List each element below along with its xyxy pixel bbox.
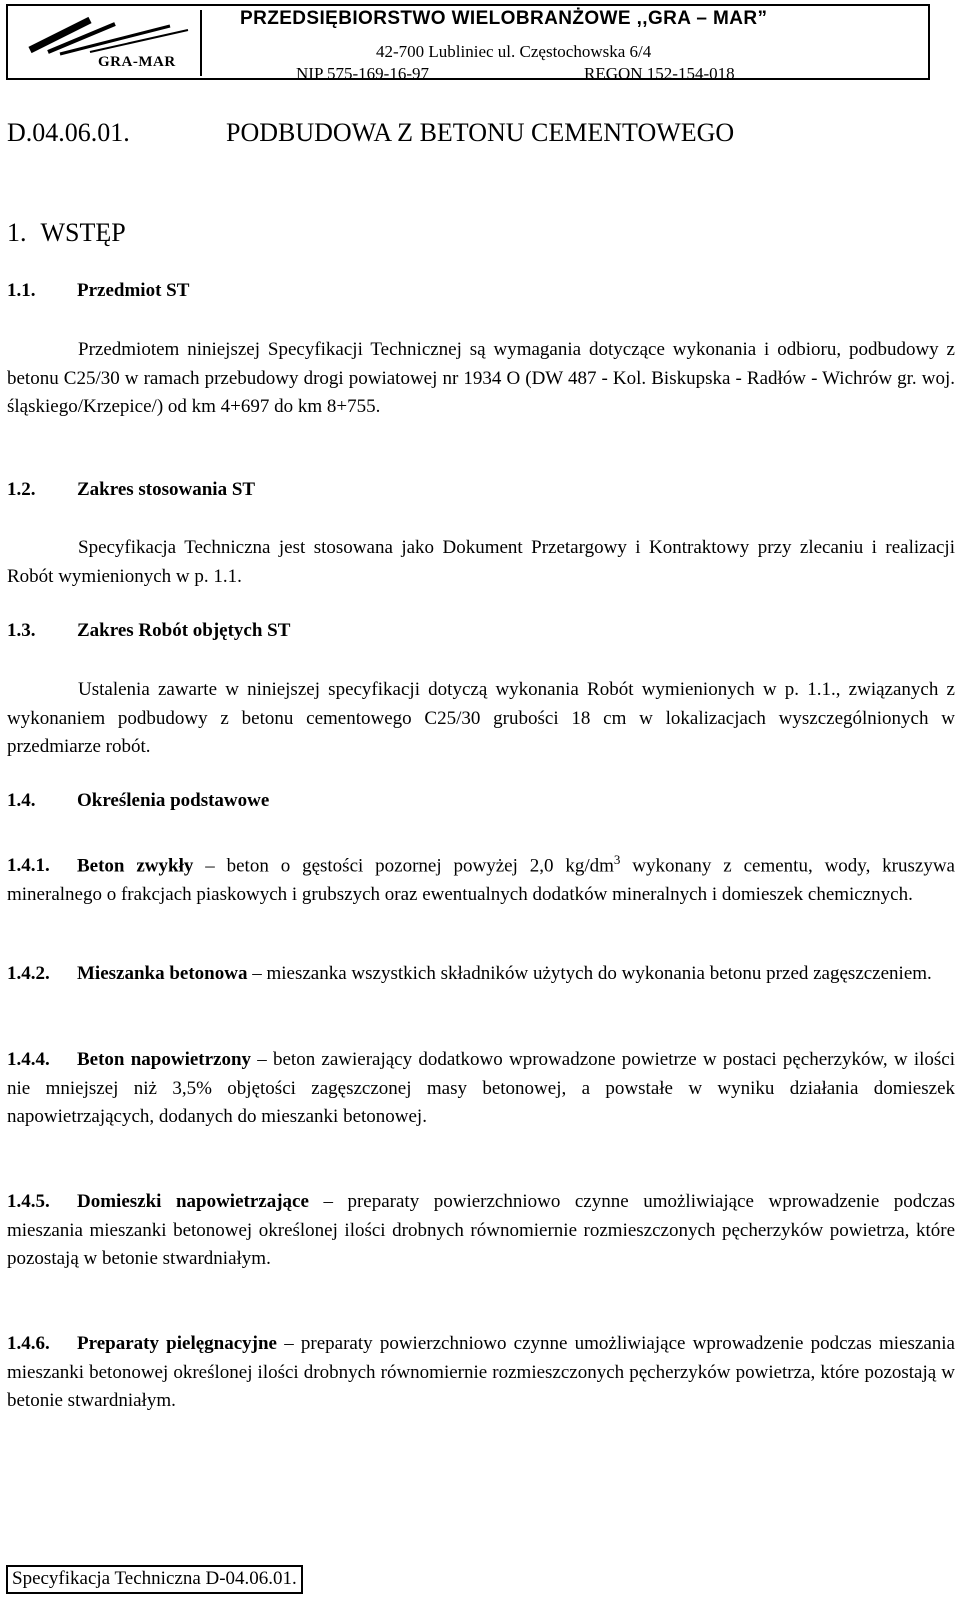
definition — [7, 960, 955, 989]
definition-text: – beton zawierający dodatkowo wprowadzone powietrze w postaci pęcherzyków, w ilości nie mniejszej niż 3,5% objętości zagęszczonej masy betonowej, a powstałe w wyniku działania domieszek napowietrzających, dodanych do mieszanki betonowej. — [7, 1049, 955, 1127]
subsection-heading — [7, 280, 189, 302]
definition — [7, 1046, 955, 1132]
definition-text: – preparaty powierzchniowo czynne umożliwiające wprowadzenie podczas mieszania mieszanki betonowej określonej ilości drobnych równomiernie rozmieszczonych pęcherzyków powietrza, które pozostają w betonie stwardniałym. — [7, 1333, 955, 1411]
definition-number: 1.4.6. — [7, 1333, 50, 1354]
definition-number: 1.4.1. — [7, 855, 50, 877]
company-regon: REGON 152-154-018 — [584, 64, 735, 83]
definition-term: Mieszanka betonowa — [77, 963, 248, 984]
subsection-title: Zakres Robót objętych ST — [77, 620, 291, 641]
definition-text: wykonany z cementu, wody, kruszywa mineralnego o frakcjach piaskowych i grubszych oraz ewentualnych dodatków mineralnych i domieszek chemicznych. — [7, 855, 955, 905]
definition-text: – preparaty powierzchniowo czynne umożliwiające wprowadzenie podczas mieszania mieszanki betonowej określonej ilości drobnych równomiernie rozmieszczonych pęcherzyków powietrza, które pozostają w betonie stwardniałym. — [7, 1191, 955, 1269]
company-header — [6, 4, 930, 83]
definition-term: Beton zwykły — [77, 855, 194, 877]
subsection-heading — [7, 620, 290, 642]
subsection-heading — [7, 479, 255, 501]
subsection-title: Zakres stosowania ST — [77, 479, 256, 500]
company-address: 42-700 Lubliniec ul. Częstochowska 6/4 — [376, 42, 652, 61]
definition-text: – mieszanka wszystkich składników użytych do wykonania betonu przed zagęszczeniem. — [247, 963, 932, 984]
subsection-number: 1.1. — [7, 280, 36, 301]
subsection-number: 1.4. — [7, 790, 36, 811]
subsection-number: 1.3. — [7, 620, 36, 641]
definition-number: 1.4.2. — [7, 963, 50, 984]
definition — [7, 846, 955, 909]
company-name: PRZEDSIĘBIORSTWO WIELOBRANŻOWE ,,GRA – MAR” — [240, 8, 768, 29]
subsection-title: Przedmiot ST — [77, 280, 190, 301]
section-number: 1. — [7, 218, 27, 247]
document-title: PODBUDOWA Z BETONU CEMENTOWEGO — [226, 118, 735, 147]
subsection-title: Określenia podstawowe — [77, 790, 270, 811]
superscript: 3 — [613, 852, 621, 867]
paragraph: Specyfikacja Techniczna jest stosowana jako Dokument Przetargowy i Kontraktowy przy zlecaniu i realizacji Robót wymienionych w p. 1.1. — [7, 537, 955, 587]
logo-text: GRA-MAR — [98, 54, 176, 70]
paragraph: Przedmiotem niniejszej Specyfikacji Technicznej są wymagania dotyczące wykonania i odbioru, podbudowy z betonu C25/30 w ramach przebudowy drogi powiatowej nr 1934 O (DW 487 - Kol. Biskupska - Radłów - Wichrów gr. woj. śląskiego/Krzepice/) od km 4+697 do km 8+755. — [7, 339, 955, 417]
definition-number: 1.4.5. — [7, 1191, 50, 1212]
subsection-heading — [7, 790, 269, 812]
section-title: WSTĘP — [40, 218, 126, 247]
section-heading — [7, 218, 126, 248]
definition — [7, 1188, 955, 1274]
logo-road-icon — [20, 16, 190, 56]
company-logo — [12, 10, 202, 76]
document-code: D.04.06.01. — [7, 118, 130, 147]
definition-term: Preparaty pielęgnacyjne — [77, 1333, 277, 1354]
definition-term: Beton napowietrzony — [77, 1049, 252, 1070]
definition-term: Domieszki napowietrzające — [77, 1191, 309, 1212]
definition — [7, 1330, 955, 1416]
page-footer: Specyfikacja Techniczna D-04.06.01. — [6, 1565, 303, 1594]
paragraph: Ustalenia zawarte w niniejszej specyfikacji dotyczą wykonania Robót wymienionych w p. 1.1., związanych z wykonaniem podbudowy z betonu cementowego C25/30 grubości 18 cm w lokalizacjach wyszczególnionych w przedmiarze robót. — [7, 679, 955, 757]
company-nip: NIP 575-169-16-97 — [296, 64, 429, 83]
definition-number: 1.4.4. — [7, 1049, 50, 1070]
subsection-number: 1.2. — [7, 479, 36, 500]
definition-text: – beton o gęstości pozornej powyżej 2,0 kg/dm — [193, 855, 614, 877]
